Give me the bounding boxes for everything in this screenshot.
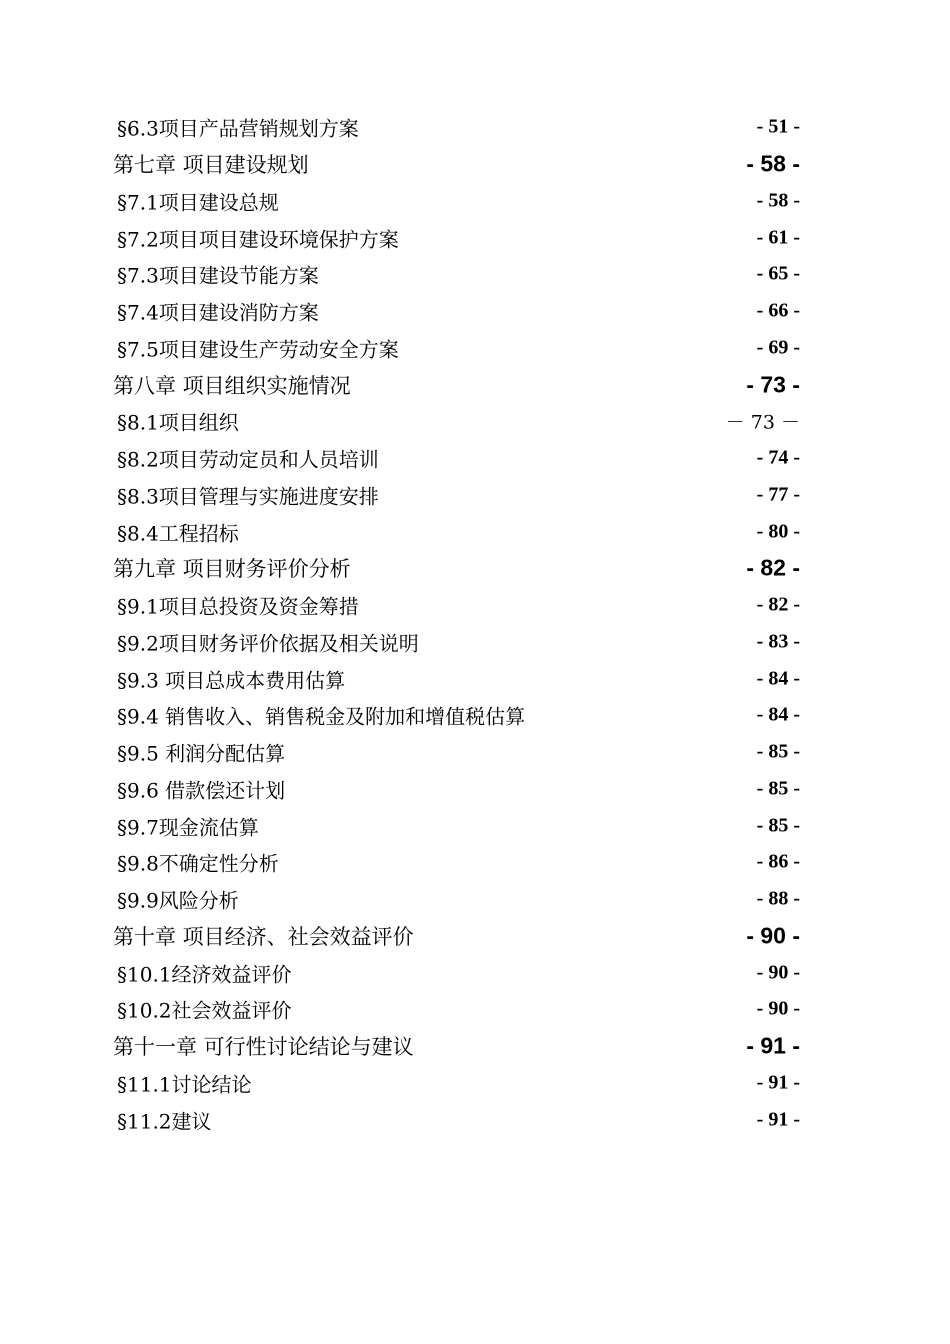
toc-entry[interactable] xyxy=(0,477,950,514)
toc-entry-page: - 69 - xyxy=(756,336,800,359)
toc-entry-page: - 65 - xyxy=(756,262,800,285)
toc-entry[interactable] xyxy=(0,881,950,918)
toc-entry-page: - 86 - xyxy=(756,850,800,873)
toc-entry-page: - 82 - xyxy=(746,554,800,581)
toc-chapter-entry[interactable] xyxy=(0,366,950,403)
toc-entry-page: - 74 - xyxy=(756,446,800,469)
toc-entry[interactable] xyxy=(0,109,950,146)
toc-entry-page: - 84 - xyxy=(756,703,800,726)
toc-entry[interactable] xyxy=(0,807,950,844)
toc-entry[interactable] xyxy=(0,256,950,293)
toc-entry[interactable] xyxy=(0,991,950,1028)
toc-entry-title: 第十一章 可行性讨论结论与建议 xyxy=(113,1035,414,1060)
toc-entry[interactable] xyxy=(0,587,950,624)
toc-entry-title: §9.9风险分析 xyxy=(117,888,239,913)
toc-entry[interactable] xyxy=(0,403,950,440)
toc-entry-title: §8.4工程招标 xyxy=(117,521,239,546)
toc-entry-page: - 51 - xyxy=(756,115,800,138)
toc-entry-title: §7.5项目建设生产劳动安全方案 xyxy=(117,337,399,362)
toc-chapter-entry[interactable] xyxy=(0,146,950,183)
toc-entry-title: §11.2建议 xyxy=(117,1109,212,1134)
toc-entry-page: - 58 - xyxy=(756,189,800,212)
toc-entry-title: §9.1项目总投资及资金筹措 xyxy=(117,594,359,619)
toc-entry-title: §9.4 销售收入、销售税金及附加和增值税估算 xyxy=(117,704,526,729)
toc-entry-page: - 77 - xyxy=(756,483,800,506)
toc-entry-page: - 80 - xyxy=(756,520,800,543)
toc-entry-title: §7.2项目项目建设环境保护方案 xyxy=(117,227,399,252)
toc-chapter-entry[interactable] xyxy=(0,550,950,587)
toc-entry-title: 第七章 项目建设规划 xyxy=(113,153,309,178)
toc-entry-page: - 85 - xyxy=(756,814,800,837)
toc-entry-title: §9.7现金流估算 xyxy=(117,815,259,840)
toc-entry-page: - 90 - xyxy=(756,997,800,1020)
toc-entry-title: §8.3项目管理与实施进度安排 xyxy=(117,484,379,509)
toc-entry[interactable] xyxy=(0,219,950,256)
toc-entry-page: - 91 - xyxy=(756,1071,800,1094)
toc-entry-page: - 58 - xyxy=(746,150,800,177)
toc-entry[interactable] xyxy=(0,440,950,477)
toc-entry-page: - 88 - xyxy=(756,887,800,910)
toc-entry-page: - 91 - xyxy=(746,1032,800,1059)
toc-chapter-entry[interactable] xyxy=(0,918,950,955)
toc-entry-page: － 73 － xyxy=(725,411,800,434)
table-of-contents xyxy=(0,109,950,1138)
toc-entry[interactable] xyxy=(0,771,950,808)
toc-entry-page: - 82 - xyxy=(756,593,800,616)
toc-entry-page: - 61 - xyxy=(756,226,800,249)
toc-entry-page: - 66 - xyxy=(756,299,800,322)
toc-entry[interactable] xyxy=(0,954,950,991)
toc-entry[interactable] xyxy=(0,183,950,220)
toc-entry-page: - 85 - xyxy=(756,777,800,800)
toc-entry[interactable] xyxy=(0,660,950,697)
toc-entry-title: §10.2社会效益评价 xyxy=(117,998,292,1023)
toc-entry-title: 第十章 项目经济、社会效益评价 xyxy=(113,924,414,949)
toc-entry-page: - 85 - xyxy=(756,740,800,763)
toc-entry-page: - 83 - xyxy=(756,630,800,653)
toc-entry-title: §10.1经济效益评价 xyxy=(117,962,292,987)
toc-entry-title: §9.3 项目总成本费用估算 xyxy=(117,668,346,693)
toc-entry-page: - 91 - xyxy=(756,1108,800,1131)
toc-entry-title: §9.5 利润分配估算 xyxy=(117,741,286,766)
toc-entry-title: §7.1项目建设总规 xyxy=(117,190,279,215)
toc-entry-title: §11.1讨论结论 xyxy=(117,1072,252,1097)
toc-entry-title: §9.2项目财务评价依据及相关说明 xyxy=(117,631,419,656)
toc-entry-title: §8.1项目组织 xyxy=(117,410,239,435)
toc-entry[interactable] xyxy=(0,1101,950,1138)
toc-entry-title: §6.3项目产品营销规划方案 xyxy=(117,116,359,141)
toc-entry-title: §9.6 借款偿还计划 xyxy=(117,778,286,803)
toc-entry-title: §7.4项目建设消防方案 xyxy=(117,300,319,325)
toc-entry[interactable] xyxy=(0,1065,950,1102)
toc-entry-page: - 90 - xyxy=(746,922,800,949)
toc-entry-page: - 84 - xyxy=(756,667,800,690)
toc-entry[interactable] xyxy=(0,844,950,881)
toc-entry[interactable] xyxy=(0,734,950,771)
toc-entry[interactable] xyxy=(0,624,950,661)
toc-entry-title: §7.3项目建设节能方案 xyxy=(117,263,319,288)
toc-entry-page: - 73 - xyxy=(746,371,800,398)
toc-entry-title: §8.2项目劳动定员和人员培训 xyxy=(117,447,379,472)
toc-entry-title: 第九章 项目财务评价分析 xyxy=(113,557,351,582)
toc-entry[interactable] xyxy=(0,330,950,367)
toc-chapter-entry[interactable] xyxy=(0,1028,950,1065)
toc-entry[interactable] xyxy=(0,697,950,734)
toc-entry[interactable] xyxy=(0,513,950,550)
toc-entry-title: 第八章 项目组织实施情况 xyxy=(113,373,351,398)
toc-entry-page: - 90 - xyxy=(756,961,800,984)
toc-entry-title: §9.8不确定性分析 xyxy=(117,851,279,876)
toc-entry[interactable] xyxy=(0,293,950,330)
